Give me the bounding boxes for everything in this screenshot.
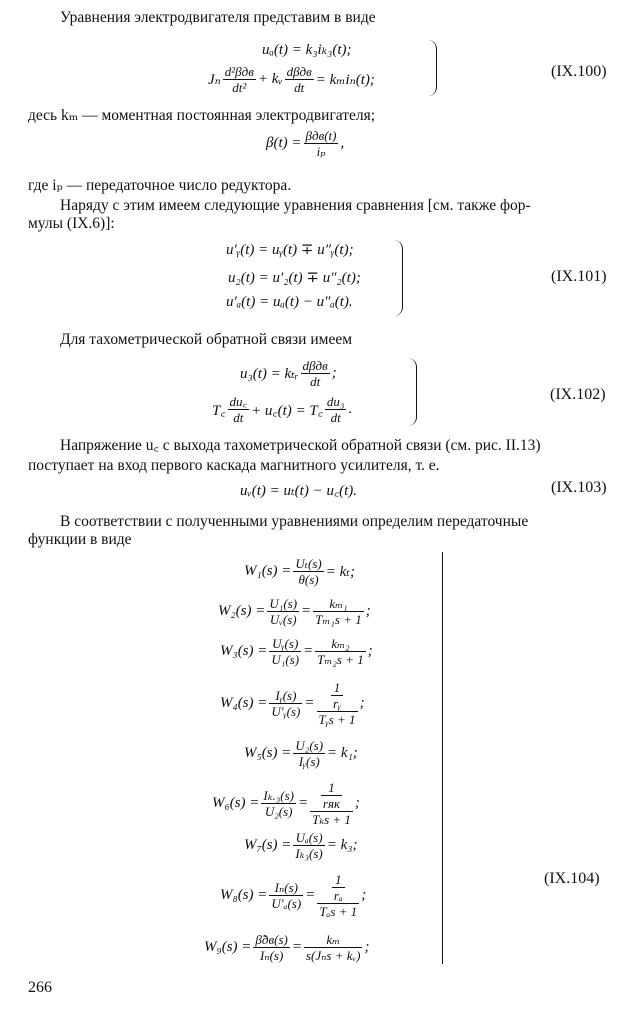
tf-ratio <box>269 688 302 719</box>
transfer-function-row <box>218 596 371 627</box>
tf-end: ; <box>367 643 373 659</box>
eq104-label: (IX.104) <box>544 870 600 887</box>
tf-ratio <box>293 738 325 769</box>
tf-expression-den: Tᵧs + 1 <box>318 712 356 727</box>
tf-ratio-num: Uₜ(s) <box>295 556 322 571</box>
tf-lhs: W₂(s) = <box>218 603 266 619</box>
compare-text-1: Наряду с этим имеем следующие уравнения сравнения [см. также фор- <box>60 197 531 214</box>
tacho-text: Для тахометрической обратной связи имеем <box>60 331 353 348</box>
tf-ratio-num: U₁(s) <box>269 596 298 611</box>
tf-inner-num: 1 <box>321 780 342 796</box>
eq102-l2-left: T꜀ <box>212 402 226 419</box>
tf-lhs: W₇(s) = <box>244 837 292 853</box>
tf-expression <box>313 596 364 627</box>
transfer-function-row <box>204 932 369 963</box>
eq102-l1-left: u₃(t) = kₜᵣ <box>240 366 299 382</box>
tf-ratio-den: θ(s) <box>298 572 319 587</box>
transfer-text-2: функции в виде <box>28 531 132 548</box>
tf-ratio <box>269 636 301 667</box>
tf-expression-den: Tₐs + 1 <box>319 904 358 919</box>
eq103-line: uᵥ(t) = uₜ(t) − u꜀(t). <box>240 483 358 499</box>
tf-end: ; <box>354 795 360 811</box>
transfer-function-row <box>244 738 358 769</box>
tf-ratio-num: Iᵧ(s) <box>269 688 302 704</box>
tf-rhs: = k₁; <box>327 745 358 761</box>
eq100-brace <box>428 40 437 96</box>
tf-expression-num <box>310 780 353 812</box>
beta-equation <box>266 128 344 159</box>
eq102-l1-right: ; <box>331 365 337 381</box>
beta-frac: $\frac{\text{βдв(t)}}{\text{iₚ}}$ <box>305 128 337 159</box>
eq101-line2: u₂(t) = u′₂(t) ∓ u″₂(t); <box>228 270 361 286</box>
eq103-label: (IX.103) <box>551 479 607 496</box>
eq100-l2-mid: + kᵥ <box>257 71 283 87</box>
tf-ratio-num: β̃дв(s) <box>255 932 288 947</box>
tf-ratio <box>253 932 289 963</box>
transfer-function-row <box>220 872 366 919</box>
km-text: десь kₘ — моментная постоянная электродвигателя; <box>28 107 376 124</box>
tf-ratio-den: Iᵧ(s) <box>298 754 320 769</box>
eq101-line1: u′ᵧ(t) = uᵧ(t) ∓ u″ᵧ(t); <box>226 242 354 258</box>
tf-ratio-den: Uᵥ(s) <box>269 612 297 627</box>
tf-lhs: W₁(s) = <box>244 563 292 579</box>
tf-ratio <box>261 788 296 819</box>
tf-expression-num: kₘ <box>304 932 363 948</box>
tf-inner-den: rₐ <box>333 888 343 903</box>
intro-text: Уравнения электродвигателя представим в виде <box>60 9 376 26</box>
tf-inner-frac <box>332 872 345 903</box>
tf-expression-den: s(Jₙs + kᵥ) <box>305 948 361 963</box>
tf-expression-num: kₘ₁ <box>313 596 364 612</box>
eq102-brace <box>408 358 417 426</box>
tf-rhs: = k₃; <box>326 837 358 853</box>
tf-ratio-num: Iₙ(s) <box>269 880 303 896</box>
tf-end: ; <box>365 603 371 619</box>
tf-lhs: W₄(s) = <box>220 695 268 711</box>
tf-expression-den: Tₘ₂s + 1 <box>317 652 364 667</box>
tf-ratio-den: U₁(s) <box>271 652 300 667</box>
eq100-label: (IX.100) <box>551 63 607 80</box>
eq102-label: (IX.102) <box>550 386 606 403</box>
tf-expression <box>317 872 359 919</box>
eq100-l2-right: = kₘiₙ(t); <box>315 72 375 88</box>
tf-ratio-num: Iₖ.₃(s) <box>263 788 294 803</box>
tf-lhs: W₈(s) = <box>220 887 268 903</box>
tf-inner-den: rᵧ <box>333 696 342 711</box>
eq101-line3: u′ₐ(t) = uₐ(t) − u″ₐ(t). <box>226 294 353 310</box>
tf-equals: = <box>297 795 309 811</box>
tf-lhs: W₆(s) = <box>212 795 260 811</box>
transfer-function-row <box>212 780 360 827</box>
tf-ratio <box>293 830 324 861</box>
tf-rhs: = kₜ; <box>325 564 355 580</box>
tf-equals: = <box>291 939 302 955</box>
eq100-l2-left: Jₙ <box>208 72 221 88</box>
tf-ratio-den: U₂(s) <box>264 804 293 819</box>
tf-lhs: W₅(s) = <box>244 745 292 761</box>
tf-lhs: W₃(s) = <box>220 643 268 659</box>
tf-inner-den: rяк <box>322 796 341 811</box>
beta-right: , <box>340 135 345 151</box>
tf-expression-num: kₘ₂ <box>315 636 366 652</box>
eq102-frac3: $\frac{\text{du₃}}{dt}$ <box>326 394 345 425</box>
tf-expression-num <box>317 680 358 712</box>
eq102-line1 <box>240 358 337 389</box>
eq100-line1: uₐ(t) = k₃iₖ₃(t); <box>262 42 352 58</box>
tf-ratio-den: U′ₐ(s) <box>271 896 302 911</box>
eq102-frac2: $\frac{du꜀}{dt}$ <box>229 394 248 425</box>
tf-ratio-num: U₂(s) <box>295 738 324 753</box>
tf-end: ; <box>364 939 370 955</box>
tf-expression-den: Tₘ₁s + 1 <box>315 612 362 627</box>
voltage-text-2: поступает на вход первого каскада магнитного усилителя, т. е. <box>28 457 440 474</box>
ip-text: где iₚ — передаточное число редуктора. <box>28 177 292 194</box>
tf-equals: = <box>305 887 316 903</box>
tf-expression-den: Tₖs + 1 <box>312 812 351 827</box>
transfer-function-row <box>244 556 355 587</box>
eq104-brace <box>442 552 443 964</box>
voltage-text-1: Напряжение u꜀ с выхода тахометрической обратной связи (см. рис. II.13) <box>60 437 541 454</box>
tf-equals: = <box>301 603 312 619</box>
eq100-frac1: $\frac{\text{d²βдв}}{\text{dt²}}$ <box>224 64 254 95</box>
eq102-line2 <box>212 394 352 425</box>
tf-expression-num <box>317 872 359 904</box>
eq101-label: (IX.101) <box>551 268 607 285</box>
eq101-brace <box>394 240 403 316</box>
eq100-frac2: $\frac{\text{dβдв}}{dt}$ <box>286 64 312 95</box>
transfer-function-row <box>220 680 365 727</box>
tf-ratio <box>267 596 299 627</box>
tf-expression <box>304 932 363 963</box>
tf-expression <box>317 680 358 727</box>
tf-ratio <box>293 556 323 587</box>
eq102-l2-mid: + u꜀(t) = T꜀ <box>251 402 323 419</box>
tf-end: ; <box>359 695 365 711</box>
tf-inner-frac <box>321 780 342 811</box>
tf-inner-num: 1 <box>332 872 345 888</box>
eq100-line2 <box>208 64 375 95</box>
tf-end: ; <box>361 887 367 903</box>
tf-ratio-den: U′ᵧ(s) <box>271 704 301 719</box>
tf-lhs: W₉(s) = <box>204 939 252 955</box>
page-number: 266 <box>28 979 52 996</box>
beta-left: β(t) = <box>266 135 302 151</box>
tf-expression <box>315 636 366 667</box>
tf-ratio-num: Uₐ(s) <box>293 830 324 846</box>
tf-inner-frac <box>331 680 343 711</box>
tf-equals: = <box>304 695 315 711</box>
tf-ratio <box>269 880 303 911</box>
tf-expression <box>310 780 353 827</box>
transfer-function-row <box>220 636 373 667</box>
tf-ratio-num: Uᵧ(s) <box>269 636 301 652</box>
tf-ratio-den: Iₙ(s) <box>259 948 284 963</box>
tf-inner-num: 1 <box>331 680 343 696</box>
transfer-function-row <box>244 830 357 861</box>
tf-ratio-den: Iₖ₃(s) <box>295 846 323 861</box>
tf-equals: = <box>303 643 314 659</box>
transfer-text-1: В соответствии с полученными уравнениями определим передаточные <box>60 513 529 530</box>
compare-text-2: мулы (IX.6)]: <box>28 215 115 232</box>
eq102-frac1: $\frac{\text{dβдв}}{dt}$ <box>302 358 328 389</box>
eq102-l2-right: . <box>348 401 353 417</box>
